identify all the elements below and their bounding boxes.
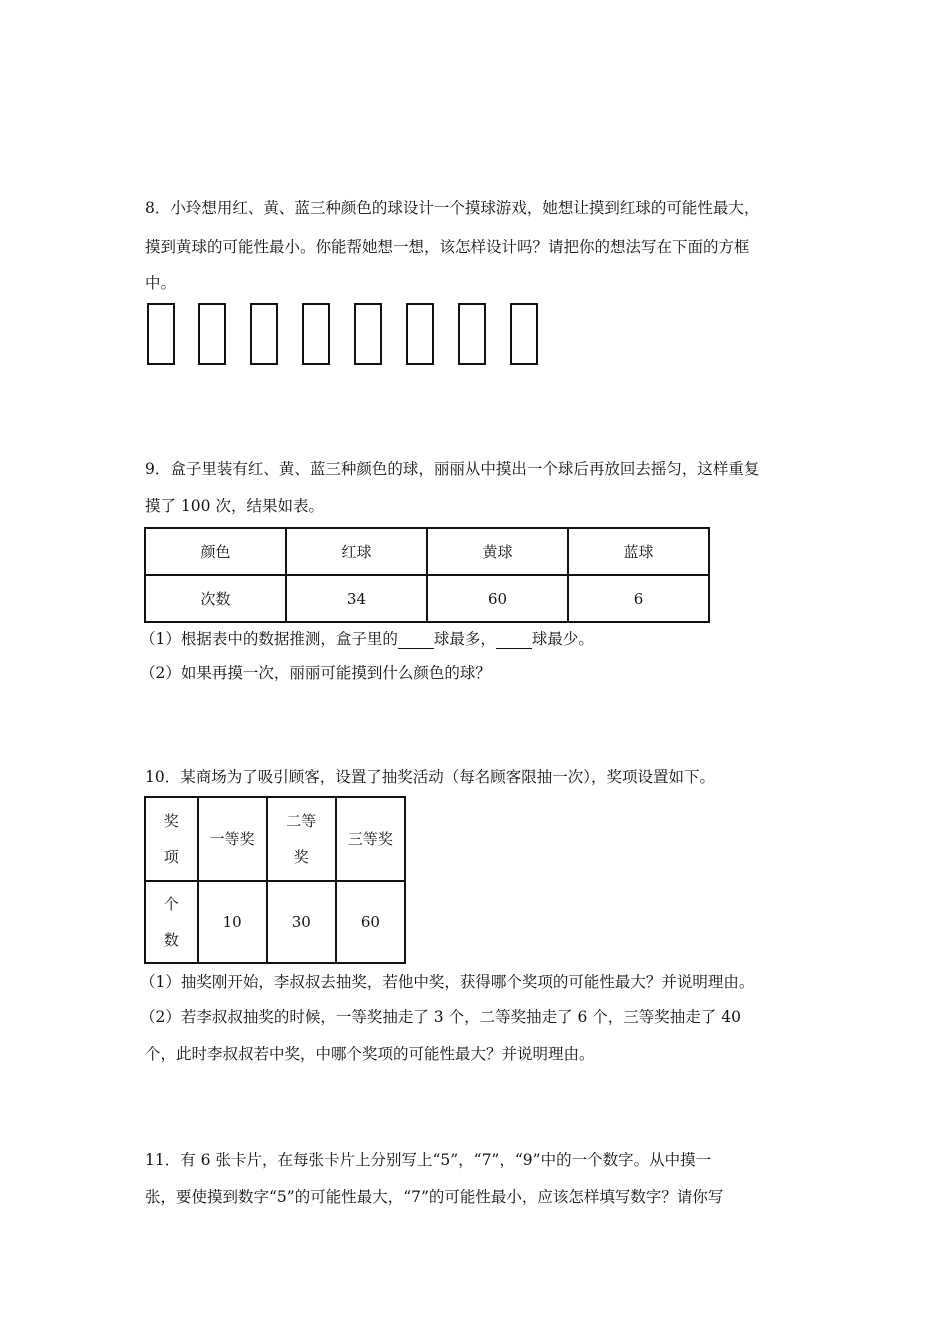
- table-header-cell: 黄球: [427, 528, 568, 575]
- table-row: [145, 881, 405, 963]
- q9-sub-1-part-a: （1）根据表中的数据推测，盒子里的: [140, 630, 398, 648]
- table-header-text: 奖: [163, 812, 179, 830]
- q9-sub-2: （2）如果再摸一次，丽丽可能摸到什么颜色的球？: [140, 664, 491, 682]
- table-cell-text: 数: [163, 931, 179, 949]
- q11-line-2: 张，要使摸到数字“5”的可能性最大，“7”的可能性最小，应该怎样填写数字？请你写: [145, 1188, 724, 1206]
- q10-sub-1: （1）抽奖刚开始，李叔叔去抽奖，若他中奖，获得哪个奖项的可能性最大？并说明理由。: [140, 973, 755, 991]
- table-cell-text: 个: [163, 895, 179, 913]
- table-header-text: 奖: [293, 848, 309, 866]
- table-cell: 60: [336, 881, 405, 963]
- q8-line-1: 8．小玲想用红、黄、蓝三种颜色的球设计一个摸球游戏，她想让摸到红球的可能性最大，: [145, 199, 760, 217]
- answer-box[interactable]: [510, 303, 538, 365]
- fill-blank[interactable]: [398, 632, 434, 649]
- table-cell: 次数: [145, 575, 286, 622]
- table-header-cell: 一等奖: [198, 797, 267, 881]
- answer-box[interactable]: [302, 303, 330, 365]
- table-cell: 10: [198, 881, 267, 963]
- table-header-text: 项: [163, 848, 179, 866]
- table-header-cell: [267, 797, 336, 881]
- answer-box[interactable]: [458, 303, 486, 365]
- table-header-cell: 蓝球: [568, 528, 709, 575]
- q10-line-1: 10．某商场为了吸引顾客，设置了抽奖活动（每名顾客限抽一次），奖项设置如下。: [145, 768, 715, 786]
- answer-box[interactable]: [198, 303, 226, 365]
- q8-line-2: 摸到黄球的可能性最小。你能帮她想一想，该怎样设计吗？请把你的想法写在下面的方框: [145, 238, 750, 256]
- table-header-text: 二等: [286, 812, 317, 830]
- q9-results-table: [144, 527, 710, 623]
- table-cell: 34: [286, 575, 427, 622]
- table-header-cell: 颜色: [145, 528, 286, 575]
- table-header-cell: 三等奖: [336, 797, 405, 881]
- table-header-cell: [145, 797, 198, 881]
- q9-sub-1-part-b: 球最多，: [433, 630, 496, 648]
- table-cell: 30: [267, 881, 336, 963]
- answer-box[interactable]: [406, 303, 434, 365]
- q10-sub-2-line-2: 个，此时李叔叔若中奖，中哪个奖项的可能性最大？并说明理由。: [145, 1045, 595, 1063]
- table-row: [145, 797, 405, 881]
- q8-line-3: 中。: [145, 274, 177, 292]
- fill-blank[interactable]: [496, 632, 532, 649]
- q11-line-1: 11．有 6 张卡片，在每张卡片上分别写上“5”，“7”，“9”中的一个数字。从中摸一: [145, 1151, 712, 1169]
- q10-sub-2-line-1: （2）若李叔叔抽奖的时候，一等奖抽走了 3 个，二等奖抽走了 6 个，三等奖抽走了 40: [140, 1008, 741, 1026]
- table-row: [145, 575, 709, 622]
- q9-sub-1: [140, 629, 594, 649]
- table-row: [145, 528, 709, 575]
- q9-line-1: 9．盒子里装有红、黄、蓝三种颜色的球，丽丽从中摸出一个球后再放回去摇匀，这样重复: [145, 460, 760, 478]
- table-cell: [145, 881, 198, 963]
- answer-box[interactable]: [354, 303, 382, 365]
- table-header-cell: 红球: [286, 528, 427, 575]
- answer-box[interactable]: [147, 303, 175, 365]
- q9-line-2: 摸了 100 次，结果如表。: [145, 497, 324, 515]
- q10-prize-table: [144, 796, 406, 964]
- table-cell: 60: [427, 575, 568, 622]
- table-cell: 6: [568, 575, 709, 622]
- answer-box[interactable]: [250, 303, 278, 365]
- q9-sub-1-part-c: 球最少。: [531, 630, 594, 648]
